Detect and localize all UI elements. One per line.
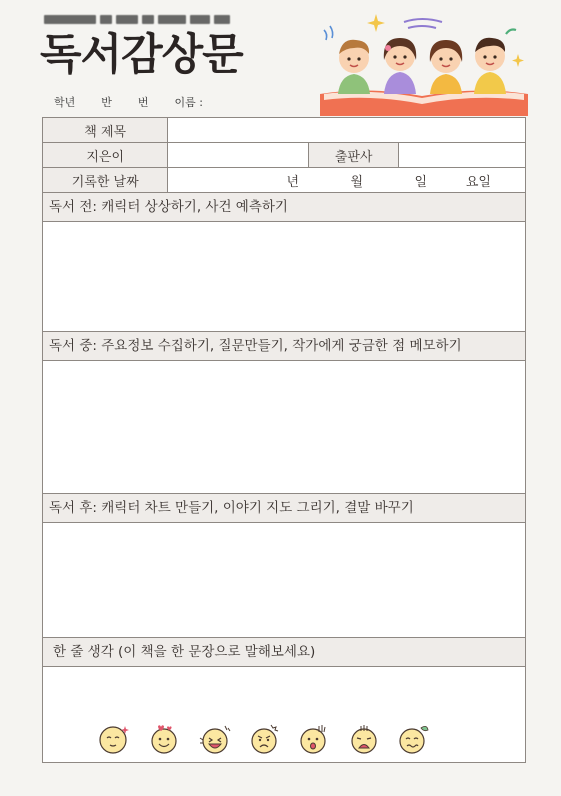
during-reading-area[interactable] xyxy=(42,361,526,494)
during-reading-heading: 독서 중: 주요정보 수집하기, 질문만들기, 작가에게 궁금한 점 메모하기 xyxy=(42,331,526,361)
before-reading-heading: 독서 전: 캐릭터 상상하기, 사건 예측하기 xyxy=(42,192,526,222)
year-label: 년 xyxy=(286,174,299,190)
one-line-thought-heading: 한 줄 생각 (이 책을 한 문장으로 말해보세요) xyxy=(42,637,526,667)
love-face-icon xyxy=(147,722,181,756)
date-label: 기록한 날짜 xyxy=(43,168,168,193)
book-title-row xyxy=(43,118,526,143)
student-info xyxy=(54,94,203,110)
date-row xyxy=(43,168,526,193)
angry-face-icon xyxy=(247,722,281,756)
laughing-face-icon xyxy=(197,722,231,756)
class-label: 반 xyxy=(101,96,112,109)
name-label: 이름 : xyxy=(174,96,204,109)
before-reading-area[interactable] xyxy=(42,222,526,332)
grade-label: 학년 xyxy=(54,96,76,109)
book-title-label: 책 제목 xyxy=(43,118,168,143)
publisher-field[interactable] xyxy=(399,143,526,168)
day-label: 일 xyxy=(414,174,427,190)
shy-face-icon xyxy=(97,722,131,756)
author-label: 지은이 xyxy=(43,143,168,168)
book-info-table xyxy=(42,117,526,193)
author-field[interactable] xyxy=(168,143,309,168)
month-label: 월 xyxy=(350,174,363,190)
children-reading-book-icon xyxy=(318,10,530,118)
crying-face-icon xyxy=(347,722,381,756)
emoji-row xyxy=(97,722,431,756)
author-row xyxy=(43,143,526,168)
confused-face-icon xyxy=(397,722,431,756)
number-label: 번 xyxy=(137,96,149,109)
publisher-label: 출판사 xyxy=(309,143,399,168)
after-reading-area[interactable] xyxy=(42,523,526,638)
date-field[interactable] xyxy=(168,168,526,193)
weekday-label: 요일 xyxy=(465,174,491,190)
book-title-field[interactable] xyxy=(168,118,526,143)
page-title: 독서감상문 xyxy=(40,30,243,80)
surprised-face-icon xyxy=(297,722,331,756)
after-reading-heading: 독서 후: 캐릭터 차트 만들기, 이야기 지도 그리기, 결말 바꾸기 xyxy=(42,493,526,523)
school-name-blurred xyxy=(44,15,230,24)
